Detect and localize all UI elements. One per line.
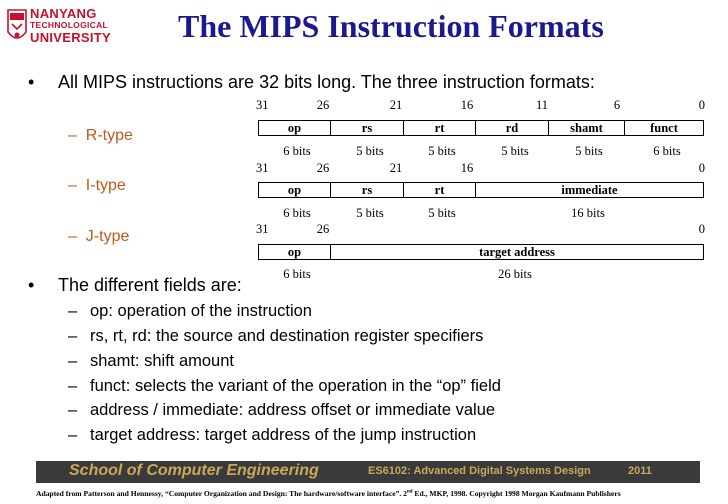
dash: – [68, 401, 78, 419]
credit-post: Ed., MKP, 1998. Copyright 1998 Morgan Kaufmann Publishers [412, 489, 621, 498]
dash: – [68, 228, 77, 245]
j-type-label-text: J-type [85, 228, 130, 245]
description-text: shamt: shift amount [90, 352, 234, 370]
footer-school: School of Computer Engineering [69, 462, 319, 479]
bit-number: 16 [460, 98, 474, 112]
attribution-text [36, 489, 621, 498]
field-rs: rs [331, 121, 404, 135]
field-width: 6 bits [653, 144, 681, 158]
logo-line-1: NANYANG [30, 6, 97, 21]
bit-number: 26 [316, 161, 330, 175]
field-target-address: target address [479, 245, 555, 259]
field-width: 6 bits [283, 206, 311, 220]
description-text: target address: target address of the jump instruction [90, 426, 477, 444]
footer-course: ES6102: Advanced Digital Systems Design [368, 465, 591, 477]
field-width: 5 bits [575, 144, 603, 158]
field-description [68, 302, 312, 321]
field-rd: rd [476, 121, 549, 135]
bit-number: 21 [389, 98, 403, 112]
bit-number: 31 [256, 98, 269, 112]
field-description [68, 426, 476, 445]
footer-bar [36, 461, 700, 483]
j-type-label [68, 228, 129, 246]
bit-number: 6 [613, 98, 621, 112]
dash: – [68, 127, 77, 144]
fields-bullet [28, 275, 242, 296]
bit-number: 26 [316, 98, 330, 112]
dash: – [68, 302, 78, 320]
field-op: op [259, 183, 331, 197]
dash: – [68, 327, 78, 345]
description-text: funct: selects the variant of the operation in the “op” field [90, 377, 501, 395]
description-text: address / immediate: address offset or immediate value [90, 401, 496, 419]
field-rt: rt [404, 121, 476, 135]
field-description [68, 352, 234, 371]
bullet-marker: • [28, 72, 35, 92]
dash: – [68, 426, 78, 444]
bit-number: 16 [460, 161, 474, 175]
field-rs: rs [331, 183, 404, 197]
bit-number: 0 [698, 222, 705, 236]
dash: – [68, 177, 77, 194]
field-immediate: immediate [561, 183, 618, 197]
r-type-field-row [258, 120, 704, 136]
field-description [68, 327, 483, 346]
logo-line-3: UNIVERSITY [30, 29, 112, 45]
field-shamt: shamt [549, 121, 625, 135]
bit-number: 31 [256, 161, 269, 175]
dash: – [68, 352, 78, 370]
bullet-marker: • [28, 275, 35, 295]
fields-heading: The different fields are: [58, 275, 242, 295]
credit-pre: Adapted from Patterson and Hennessy, “Computer Organization and Design: The hardware/software interface”. 2 [36, 489, 407, 498]
bit-number: 26 [316, 222, 330, 236]
field-width: 6 bits [283, 267, 311, 281]
r-type-label [68, 127, 133, 145]
field-width: 5 bits [501, 144, 529, 158]
university-logo [6, 6, 146, 52]
bit-number: 11 [535, 98, 549, 112]
field-op: op [259, 121, 331, 135]
r-type-label-text: R-type [85, 127, 133, 144]
field-op: op [259, 245, 331, 259]
description-text: rs, rt, rd: the source and destination register specifiers [90, 327, 484, 345]
intro-text: All MIPS instructions are 32 bits long. The three instruction formats: [58, 72, 595, 92]
field-width: 5 bits [428, 144, 456, 158]
crest-icon [6, 8, 28, 46]
i-type-label [68, 177, 126, 195]
i-type-field-row [258, 182, 704, 198]
field-funct: funct [650, 121, 678, 135]
field-width: 5 bits [428, 206, 456, 220]
description-text: op: operation of the instruction [90, 302, 312, 320]
slide-title: The MIPS Instruction Formats [178, 8, 604, 44]
footer-year: 2011 [628, 465, 652, 477]
field-description [68, 401, 495, 420]
bit-number: 31 [256, 222, 269, 236]
logo-wordmark [30, 7, 111, 44]
bit-number: 0 [698, 98, 705, 112]
field-width: 26 bits [498, 267, 532, 281]
i-type-label-text: I-type [85, 177, 126, 194]
bit-number: 0 [698, 161, 705, 175]
logo-line-2: TECHNOLOGICAL [30, 20, 109, 30]
j-type-field-row [258, 244, 704, 260]
field-description [68, 377, 501, 396]
field-width: 5 bits [356, 144, 384, 158]
credit-superscript: nd [406, 489, 413, 495]
field-width: 6 bits [283, 144, 311, 158]
field-rt: rt [404, 183, 476, 197]
field-width: 5 bits [356, 206, 384, 220]
field-width: 16 bits [571, 206, 605, 220]
dash: – [68, 377, 78, 395]
intro-bullet [28, 72, 595, 93]
bit-number: 21 [389, 161, 403, 175]
